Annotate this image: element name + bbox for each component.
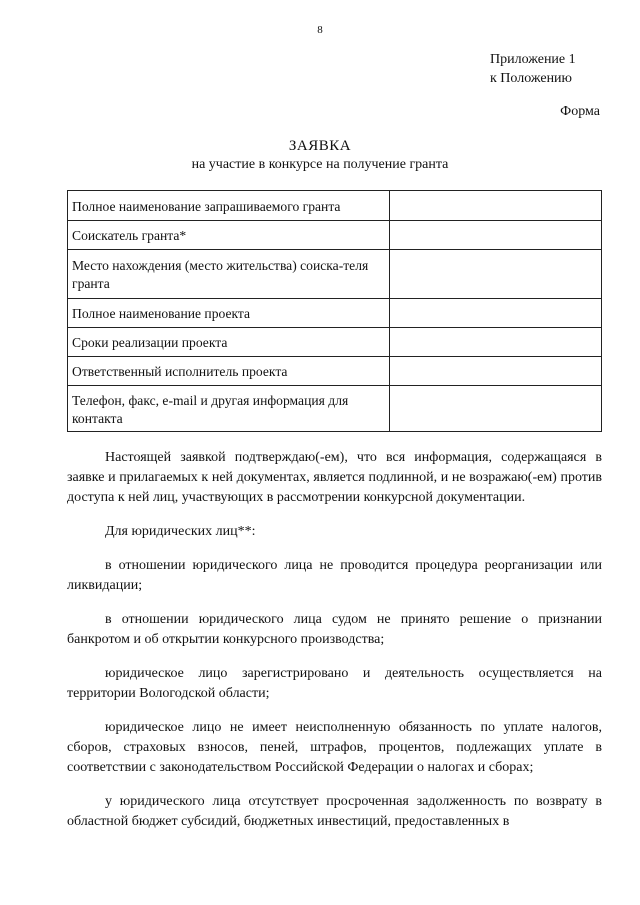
legal-entities-heading: Для юридических лиц**:	[105, 524, 256, 539]
row-value-field[interactable]	[390, 299, 602, 328]
form-label: Форма	[560, 104, 600, 119]
row-label: Место нахождения (место жительства) соиска-теля гранта	[68, 250, 390, 299]
table-row	[68, 328, 602, 357]
confirmation-paragraph: Настоящей заявкой подтверждаю(-ем), что вся информация, содержащаяся в заявке и прилагаемых к ней документах, является подлинной, и не возражаю(-ем) против доступа к ней лиц, участвующих в рассмотрении конкурсной документации.	[67, 450, 602, 505]
table-row	[68, 191, 602, 221]
row-value-field[interactable]	[390, 191, 602, 221]
row-label: Полное наименование запрашиваемого гранта	[68, 191, 390, 221]
appendix-line-2: к Положению	[490, 71, 573, 86]
document-subtitle: на участие в конкурсе на получение гранта	[191, 157, 449, 172]
condition-paragraph: юридическое лицо зарегистрировано и деятельность осуществляется на территории Вологодской области;	[67, 666, 602, 701]
condition-paragraph: юридическое лицо не имеет неисполненную обязанность по уплате налогов, сборов, страховых взносов, пеней, штрафов, процентов, подлежащих уплате в соответствии с законодательством Российской Федерации о налогах и сборах;	[67, 720, 602, 775]
row-label: Соискатель гранта*	[68, 221, 390, 250]
row-label: Ответственный исполнитель проекта	[68, 357, 390, 386]
row-label: Сроки реализации проекта	[68, 328, 390, 357]
row-value-field[interactable]	[390, 250, 602, 299]
row-value-field[interactable]	[390, 357, 602, 386]
page-number: 8	[317, 24, 323, 36]
appendix-header	[490, 50, 576, 88]
table-row	[68, 357, 602, 386]
document-body	[67, 448, 602, 846]
table-row	[68, 299, 602, 328]
row-value-field[interactable]	[390, 221, 602, 250]
appendix-line-1: Приложение 1	[490, 52, 576, 67]
document-title: ЗАЯВКА	[288, 138, 352, 154]
row-value-field[interactable]	[390, 386, 602, 432]
condition-paragraph: у юридического лица отсутствует просроченная задолженность по возврату в областной бюджет субсидий, бюджетных инвестиций, предоставленных в	[67, 794, 602, 829]
condition-paragraph: в отношении юридического лица судом не принято решение о признании банкротом и об открытии конкурсного производства;	[67, 612, 602, 647]
row-label: Телефон, факс, e-mail и другая информация для контакта	[68, 386, 390, 432]
table-row	[68, 221, 602, 250]
table-row	[68, 386, 602, 432]
row-label: Полное наименование проекта	[68, 299, 390, 328]
condition-paragraph: в отношении юридического лица не проводится процедура реорганизации или ликвидации;	[67, 558, 602, 593]
application-form-table	[67, 190, 602, 432]
table-row	[68, 250, 602, 299]
row-value-field[interactable]	[390, 328, 602, 357]
